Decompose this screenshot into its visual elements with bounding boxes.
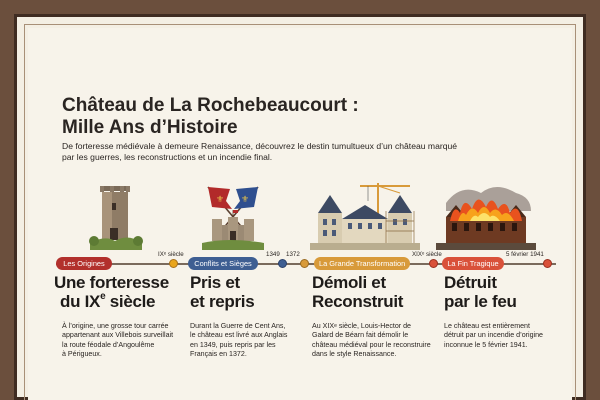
section-description-transformation [312, 322, 440, 360]
description-line: À l’origine, une grosse tour carrée [62, 322, 169, 330]
section-description-end [444, 322, 562, 350]
heading-line [54, 292, 184, 311]
heading-line: et repris [190, 292, 255, 311]
description-text: siècle, Louis-Hector de [336, 322, 411, 330]
era-badge-transformation: La Grande Transformation [314, 257, 410, 270]
description-line: appartenant aux Villebois surveillait [62, 331, 174, 340]
year-label-ix: IXᵉ siècle [158, 251, 184, 258]
description-line: Galard de Béarn fait démolir le [312, 331, 409, 340]
heading-line: Une forteresse [54, 273, 169, 292]
description-line: Français en 1372. [190, 350, 247, 359]
description-line: château médiéval pour le reconstruire [312, 340, 431, 349]
year-label-1941: 5 février 1941 [506, 251, 544, 258]
description-text: Au XIX [312, 322, 335, 330]
section-description-conflicts [190, 322, 310, 360]
section-heading-end [444, 273, 554, 311]
description-line: la route féodale d’Angoulême [62, 340, 155, 349]
era-badge-end: La Fin Tragique [442, 257, 504, 270]
heading-text: du IX [60, 292, 101, 311]
description-superscript: e [334, 323, 337, 329]
description-line [312, 322, 440, 331]
timeline-dot [169, 259, 178, 268]
description-line: Durant la Guerre de Cent Ans, [190, 322, 286, 330]
heading-line: par le feu [444, 292, 517, 311]
page-title [62, 95, 482, 139]
burning-castle-illustration [436, 183, 536, 250]
year-label-xix: XIXᵉ siècle [412, 251, 442, 258]
svg-text:⚜: ⚜ [241, 195, 250, 205]
title-line-1: Château de La Rochebeaucourt : [62, 95, 359, 116]
heading-line: Reconstruit [312, 292, 404, 311]
heading-text: siècle [105, 292, 156, 311]
year-label-1349: 1349 [266, 251, 280, 258]
heading-line: Pris et [190, 273, 240, 292]
description-line: Le château est entièrement [444, 322, 530, 330]
era-badge-origins: Les Origines [56, 257, 112, 270]
year-label-1372: 1372 [286, 251, 300, 258]
section-description-origins [62, 322, 192, 360]
section-heading-conflicts [190, 273, 300, 311]
heading-superscript: e [100, 291, 106, 302]
description-line: à Périgueux. [62, 350, 102, 359]
castle-under-construction-illustration [310, 183, 420, 250]
heading-line: Détruit [444, 273, 497, 292]
stone-tower-illustration [80, 183, 150, 250]
description-line: détruit par un incendie d’origine [444, 331, 543, 340]
timeline-dot [278, 259, 287, 268]
section-heading-transformation [312, 273, 432, 311]
description-line: inconnue le 5 février 1941. [444, 340, 528, 349]
section-heading-origins [54, 273, 184, 311]
page-subtitle: De forteresse médiévale à demeure Renaissance, découvrez le destin tumultueux d’un château marqué par les guerres, les reconstructions et un incendie final. [62, 141, 458, 162]
description-line: dans le style Renaissance. [312, 350, 397, 359]
timeline [56, 251, 556, 270]
timeline-dot [429, 259, 438, 268]
era-badge-conflicts: Conflits et Sièges [188, 257, 258, 270]
svg-text:⚜: ⚜ [216, 195, 225, 205]
heading-line: Démoli et [312, 273, 386, 292]
timeline-dot [543, 259, 552, 268]
crossed-flags-castle-illustration [188, 183, 278, 250]
title-line-2: Mille Ans d’Histoire [62, 117, 238, 138]
description-line: en 1349, puis repris par les [190, 340, 276, 349]
description-line: le château est livré aux Anglais [190, 331, 288, 340]
timeline-dot [300, 259, 309, 268]
